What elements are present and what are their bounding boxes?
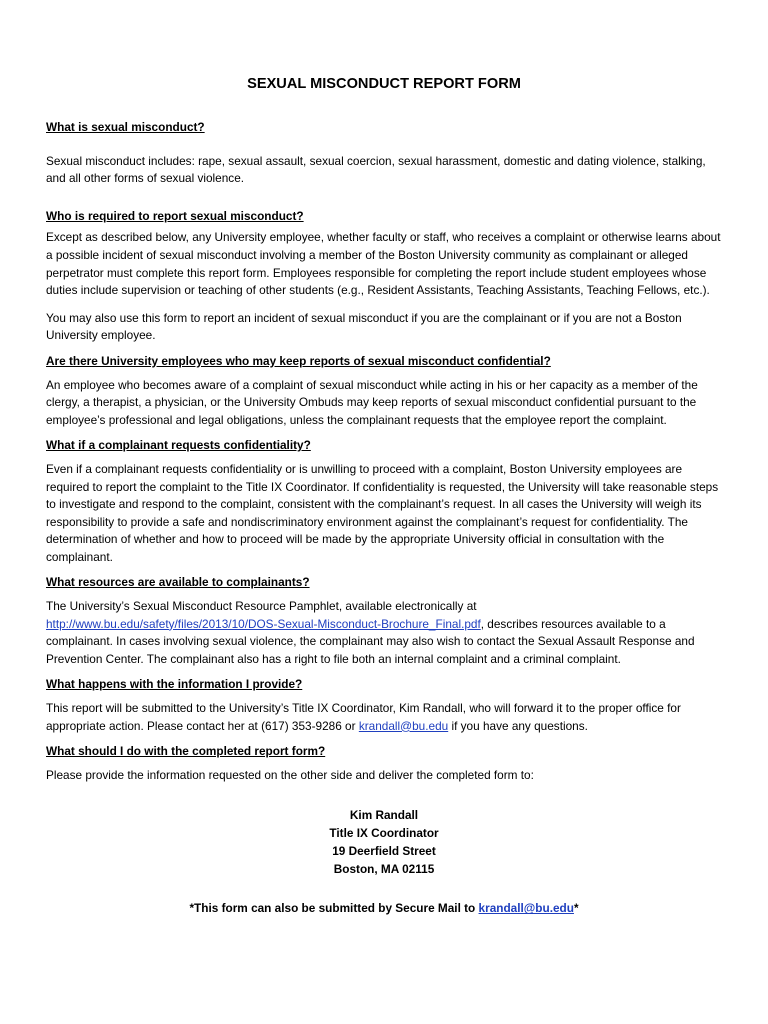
footer-email-link[interactable]: krandall@bu.edu <box>478 901 574 916</box>
address-title: Title IX Coordinator <box>329 826 439 841</box>
question-heading: Who is required to report sexual misconduct? <box>46 208 304 223</box>
answer-paragraph: You may also use this form to report an incident of sexual misconduct if you are the complainant or if you are not a Boston University employee. <box>46 310 682 343</box>
address-name: Kim Randall <box>349 808 419 823</box>
pamphlet-link[interactable]: http://www.bu.edu/safety/files/2013/10/DOS-Sexual-Misconduct-Brochure_Final.pdf <box>46 616 481 631</box>
footer-text-post: * <box>573 901 579 916</box>
resources-text-pre: The University’s Sexual Misconduct Resource Pamphlet, available electronically at <box>46 599 477 614</box>
info-text-pre: This report will be submitted to the University’s Title IX Coordinator, Kim Randall, who will forward it to the proper office for appropriate action. Please contact her at (617) 353-9286 or <box>46 701 681 733</box>
address-city: Boston, MA 02115 <box>333 862 435 877</box>
mailing-address <box>46 806 722 878</box>
page-title: SEXUAL MISCONDUCT REPORT FORM <box>247 76 521 92</box>
secure-mail-note <box>46 900 722 918</box>
answer-paragraph <box>46 700 722 735</box>
answer-paragraph: An employee who becomes aware of a complaint of sexual misconduct while acting in his or her capacity as a member of the clergy, a therapist, a physician, or the University Ombuds may keep reports of sexual misconduct confidential pursuant to the employee’s professional and legal obligations, unless the complainant requests that the employee report the complaint. <box>46 377 698 427</box>
question-heading: What resources are available to complainants? <box>46 575 310 590</box>
address-street: 19 Deerfield Street <box>332 844 436 859</box>
answer-paragraph: Please provide the information requested on the other side and deliver the completed form to: <box>46 767 534 782</box>
answer-paragraph: Sexual misconduct includes: rape, sexual assault, sexual coercion, sexual harassment, domestic and dating violence, stalking, and all other forms of sexual violence. <box>46 153 706 186</box>
answer-paragraph: Even if a complainant requests confidentiality or is unwilling to proceed with a complaint, Boston University employees are required to report the complaint to the Title IX Coordinator. If confidentiality is requested, the University will take reasonable steps to investigate and respond to the complaint, consistent with the complainant’s request. In all cases the University will weigh its responsibility to provide a safe and nondiscriminatory environment against the complainant’s request for confidentiality. The determination of whether and how to proceed will be made by the appropriate University official in consultation with the complainant. <box>46 461 719 564</box>
footer-text-pre: *This form can also be submitted by Secure Mail to <box>189 901 476 916</box>
question-heading: What is sexual misconduct? <box>46 120 205 134</box>
answer-paragraph: Except as described below, any University employee, whether faculty or staff, who receives a complaint or otherwise learns about a possible incident of sexual misconduct involving a member of the Boston University community as complainant or alleged perpetrator must complete this report form. Employees responsible for completing the report include student employees whose duties include supervision or teaching of other students (e.g., Resident Assistants, Teaching Assistants, Teaching Fellows, etc.). <box>46 230 721 298</box>
email-link[interactable]: krandall@bu.edu <box>358 718 449 733</box>
answer-paragraph <box>46 598 722 668</box>
question-heading: Are there University employees who may keep reports of sexual misconduct confidential? <box>46 353 551 368</box>
info-text-post: if you have any questions. <box>448 718 588 733</box>
question-heading: What should I do with the completed report form? <box>46 744 326 759</box>
resources-text-post: , describes resources available to a complainant. In cases involving sexual violence, the complainant may also wish to contact the Sexual Assault Response and Prevention Center. The complainant also has a right to file both an internal complaint and a criminal complaint. <box>46 616 695 666</box>
question-heading: What if a complainant requests confidentiality? <box>46 438 311 453</box>
question-heading: What happens with the information I provide? <box>46 677 303 692</box>
